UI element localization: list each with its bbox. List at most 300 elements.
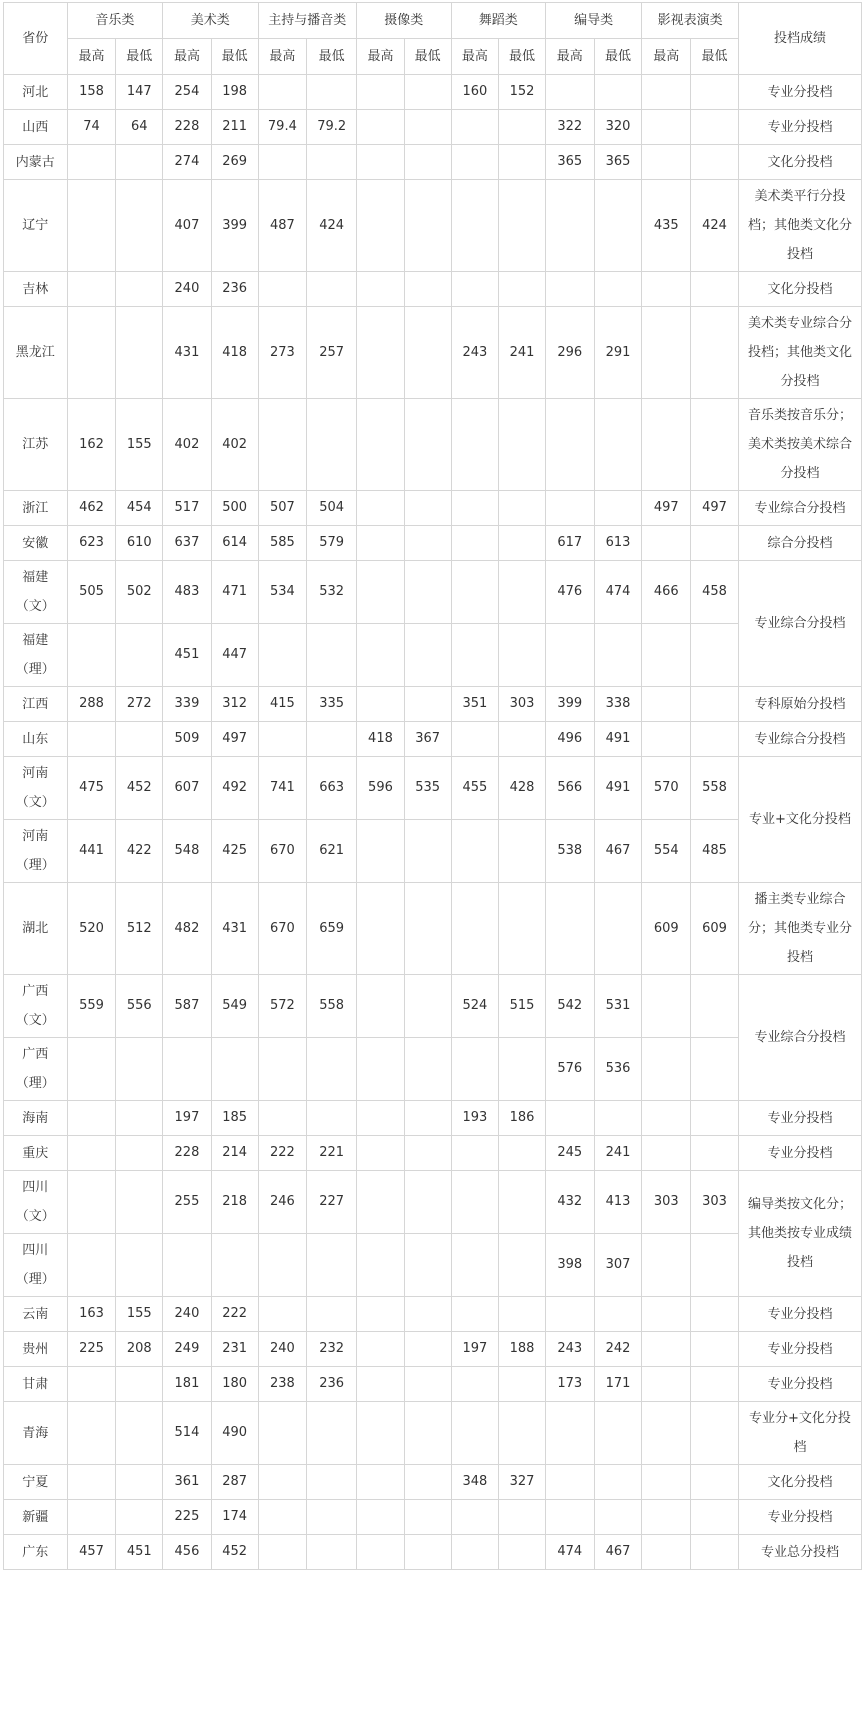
score-cell: 424 xyxy=(691,180,739,272)
score-cell xyxy=(258,1500,307,1535)
score-cell: 534 xyxy=(258,561,307,624)
score-cell xyxy=(642,1332,691,1367)
score-cell xyxy=(258,1101,307,1136)
score-cell xyxy=(357,307,405,399)
score-cell xyxy=(545,1101,594,1136)
score-cell: 532 xyxy=(307,561,357,624)
score-cell: 185 xyxy=(211,1101,258,1136)
province-cell: 河南（文） xyxy=(4,757,68,820)
province-cell: 新疆 xyxy=(4,1500,68,1535)
score-cell xyxy=(691,1367,739,1402)
score-cell xyxy=(307,1465,357,1500)
header-low: 最低 xyxy=(404,39,451,75)
score-cell: 155 xyxy=(116,399,163,491)
score-cell xyxy=(499,624,546,687)
score-cell xyxy=(545,399,594,491)
score-cell xyxy=(357,1297,405,1332)
score-cell xyxy=(499,1171,546,1234)
score-cell: 497 xyxy=(691,491,739,526)
score-cell xyxy=(357,145,405,180)
score-cell xyxy=(67,1500,116,1535)
score-cell: 245 xyxy=(545,1136,594,1171)
score-cell: 609 xyxy=(642,883,691,975)
admission-basis-cell: 专业分投档 xyxy=(738,1101,861,1136)
score-cell xyxy=(404,1402,451,1465)
score-cell: 428 xyxy=(499,757,546,820)
score-cell: 254 xyxy=(163,75,212,110)
score-cell xyxy=(404,1101,451,1136)
score-cell xyxy=(307,1500,357,1535)
score-cell xyxy=(307,624,357,687)
score-cell xyxy=(404,820,451,883)
table-row xyxy=(4,526,862,561)
score-cell: 208 xyxy=(116,1332,163,1367)
admission-basis-cell: 音乐类按音乐分；美术类按美术综合分投档 xyxy=(738,399,861,491)
score-cell: 225 xyxy=(163,1500,212,1535)
score-cell: 322 xyxy=(545,110,594,145)
score-cell: 435 xyxy=(642,180,691,272)
score-cell: 579 xyxy=(307,526,357,561)
score-cell xyxy=(691,975,739,1038)
score-cell: 514 xyxy=(163,1402,212,1465)
header-photography: 摄像类 xyxy=(357,3,451,39)
score-cell: 188 xyxy=(499,1332,546,1367)
score-cell xyxy=(116,307,163,399)
score-cell: 496 xyxy=(545,722,594,757)
score-cell: 180 xyxy=(211,1367,258,1402)
score-cell xyxy=(404,110,451,145)
score-cell xyxy=(451,1402,499,1465)
score-cell: 509 xyxy=(163,722,212,757)
score-cell: 327 xyxy=(499,1465,546,1500)
score-cell xyxy=(116,180,163,272)
score-cell: 483 xyxy=(163,561,212,624)
province-cell: 四川（文） xyxy=(4,1171,68,1234)
score-cell: 407 xyxy=(163,180,212,272)
score-cell: 512 xyxy=(116,883,163,975)
province-cell: 安徽 xyxy=(4,526,68,561)
score-cell: 214 xyxy=(211,1136,258,1171)
score-cell xyxy=(67,722,116,757)
score-cell xyxy=(258,722,307,757)
score-cell xyxy=(594,75,642,110)
score-cell: 457 xyxy=(67,1535,116,1570)
score-cell: 425 xyxy=(211,820,258,883)
score-cell xyxy=(258,1402,307,1465)
table-row xyxy=(4,1535,862,1570)
score-cell: 596 xyxy=(357,757,405,820)
score-cell xyxy=(691,624,739,687)
score-cell: 171 xyxy=(594,1367,642,1402)
admission-basis-cell: 专业分投档 xyxy=(738,1136,861,1171)
score-cell xyxy=(116,1402,163,1465)
score-cell: 613 xyxy=(594,526,642,561)
score-cell xyxy=(404,180,451,272)
score-cell xyxy=(451,1038,499,1101)
table-row xyxy=(4,722,862,757)
score-cell: 221 xyxy=(307,1136,357,1171)
score-cell: 531 xyxy=(594,975,642,1038)
score-cell: 431 xyxy=(163,307,212,399)
score-cell xyxy=(67,1101,116,1136)
score-cell xyxy=(116,1465,163,1500)
score-cell: 147 xyxy=(116,75,163,110)
score-cell xyxy=(499,491,546,526)
score-cell xyxy=(404,526,451,561)
header-directing: 编导类 xyxy=(545,3,642,39)
score-cell xyxy=(691,1332,739,1367)
score-cell xyxy=(258,1297,307,1332)
score-cell: 307 xyxy=(594,1234,642,1297)
score-cell xyxy=(357,975,405,1038)
score-cell xyxy=(67,1234,116,1297)
score-cell xyxy=(642,1038,691,1101)
score-cell xyxy=(545,75,594,110)
admission-basis-cell: 美术类专业综合分投档；其他类文化分投档 xyxy=(738,307,861,399)
score-cell xyxy=(642,1535,691,1570)
score-cell: 241 xyxy=(499,307,546,399)
score-cell xyxy=(451,526,499,561)
header-broadcasting: 主持与播音类 xyxy=(258,3,357,39)
score-cell xyxy=(404,307,451,399)
province-cell: 山东 xyxy=(4,722,68,757)
score-cell xyxy=(116,145,163,180)
score-cell: 198 xyxy=(211,75,258,110)
score-cell: 502 xyxy=(116,561,163,624)
header-highlow-row xyxy=(4,39,862,75)
score-cell xyxy=(499,1297,546,1332)
score-cell xyxy=(451,820,499,883)
score-cell xyxy=(258,1234,307,1297)
score-cell xyxy=(691,1500,739,1535)
score-cell xyxy=(67,145,116,180)
score-cell xyxy=(691,1101,739,1136)
score-cell xyxy=(258,1038,307,1101)
table-row xyxy=(4,1297,862,1332)
score-cell xyxy=(67,307,116,399)
table-row xyxy=(4,1500,862,1535)
score-cell: 585 xyxy=(258,526,307,561)
score-cell xyxy=(404,1038,451,1101)
table-row xyxy=(4,757,862,820)
score-cell: 538 xyxy=(545,820,594,883)
score-cell: 441 xyxy=(67,820,116,883)
score-cell xyxy=(594,1500,642,1535)
score-cell xyxy=(499,1234,546,1297)
score-cell xyxy=(451,110,499,145)
province-cell: 福建（文） xyxy=(4,561,68,624)
score-cell xyxy=(691,399,739,491)
score-cell xyxy=(691,272,739,307)
table-row xyxy=(4,1171,862,1234)
score-cell xyxy=(357,687,405,722)
score-cell xyxy=(211,1234,258,1297)
score-cell xyxy=(357,1171,405,1234)
score-cell: 491 xyxy=(594,722,642,757)
score-cell: 467 xyxy=(594,820,642,883)
score-cell: 335 xyxy=(307,687,357,722)
score-cell: 741 xyxy=(258,757,307,820)
score-cell xyxy=(404,1332,451,1367)
score-cell xyxy=(357,820,405,883)
score-cell: 559 xyxy=(67,975,116,1038)
score-cell xyxy=(116,1171,163,1234)
score-cell xyxy=(357,1332,405,1367)
score-cell: 303 xyxy=(691,1171,739,1234)
score-cell xyxy=(594,1402,642,1465)
admission-basis-cell: 专业综合分投档 xyxy=(738,491,861,526)
score-cell xyxy=(642,687,691,722)
admission-basis-cell: 专业分+文化分投档 xyxy=(738,1402,861,1465)
score-cell xyxy=(691,1535,739,1570)
score-cell xyxy=(691,307,739,399)
score-cell: 500 xyxy=(211,491,258,526)
score-cell: 556 xyxy=(116,975,163,1038)
score-cell xyxy=(357,1136,405,1171)
score-cell: 296 xyxy=(545,307,594,399)
score-cell xyxy=(116,722,163,757)
admission-basis-cell: 文化分投档 xyxy=(738,145,861,180)
score-cell: 365 xyxy=(545,145,594,180)
score-cell: 155 xyxy=(116,1297,163,1332)
table-row xyxy=(4,883,862,975)
province-cell: 贵州 xyxy=(4,1332,68,1367)
score-cell: 232 xyxy=(307,1332,357,1367)
score-cell: 402 xyxy=(211,399,258,491)
table-row xyxy=(4,1465,862,1500)
header-low: 最低 xyxy=(594,39,642,75)
score-cell xyxy=(116,272,163,307)
score-cell: 339 xyxy=(163,687,212,722)
score-cell: 454 xyxy=(116,491,163,526)
score-cell: 273 xyxy=(258,307,307,399)
score-cell xyxy=(451,491,499,526)
province-cell: 广东 xyxy=(4,1535,68,1570)
score-cell xyxy=(67,272,116,307)
score-cell: 228 xyxy=(163,110,212,145)
table-row xyxy=(4,975,862,1038)
score-cell: 312 xyxy=(211,687,258,722)
score-cell xyxy=(451,624,499,687)
score-cell: 160 xyxy=(451,75,499,110)
province-cell: 吉林 xyxy=(4,272,68,307)
admission-score-table xyxy=(3,2,862,1570)
score-cell xyxy=(258,145,307,180)
score-cell: 621 xyxy=(307,820,357,883)
header-high: 最高 xyxy=(545,39,594,75)
score-cell: 228 xyxy=(163,1136,212,1171)
province-cell: 福建（理） xyxy=(4,624,68,687)
score-cell: 670 xyxy=(258,883,307,975)
score-cell xyxy=(307,1038,357,1101)
score-cell: 291 xyxy=(594,307,642,399)
score-cell xyxy=(642,110,691,145)
score-cell: 497 xyxy=(211,722,258,757)
score-cell xyxy=(451,722,499,757)
score-cell xyxy=(642,1465,691,1500)
score-cell xyxy=(451,1297,499,1332)
score-cell: 173 xyxy=(545,1367,594,1402)
table-row xyxy=(4,1038,862,1101)
score-cell xyxy=(642,1367,691,1402)
score-cell xyxy=(499,561,546,624)
score-cell xyxy=(545,1297,594,1332)
score-cell xyxy=(357,1500,405,1535)
table-row xyxy=(4,399,862,491)
score-cell xyxy=(163,1234,212,1297)
score-cell xyxy=(451,1535,499,1570)
score-cell xyxy=(691,110,739,145)
score-cell xyxy=(545,180,594,272)
score-cell: 197 xyxy=(163,1101,212,1136)
header-low: 最低 xyxy=(307,39,357,75)
score-cell: 272 xyxy=(116,687,163,722)
admission-basis-cell: 专业综合分投档 xyxy=(738,975,861,1101)
score-cell: 490 xyxy=(211,1402,258,1465)
score-cell xyxy=(642,145,691,180)
score-cell xyxy=(404,1465,451,1500)
header-dance: 舞蹈类 xyxy=(451,3,545,39)
province-cell: 江西 xyxy=(4,687,68,722)
score-cell xyxy=(116,1136,163,1171)
score-cell: 231 xyxy=(211,1332,258,1367)
score-cell xyxy=(404,975,451,1038)
score-cell xyxy=(357,75,405,110)
score-cell: 218 xyxy=(211,1171,258,1234)
score-cell: 241 xyxy=(594,1136,642,1171)
score-cell: 424 xyxy=(307,180,357,272)
score-cell xyxy=(642,526,691,561)
score-cell xyxy=(691,75,739,110)
score-cell xyxy=(499,180,546,272)
score-cell: 197 xyxy=(451,1332,499,1367)
header-low: 最低 xyxy=(116,39,163,75)
score-cell xyxy=(499,1038,546,1101)
score-cell: 476 xyxy=(545,561,594,624)
score-cell xyxy=(67,1465,116,1500)
score-cell: 507 xyxy=(258,491,307,526)
score-cell: 663 xyxy=(307,757,357,820)
score-cell xyxy=(67,1136,116,1171)
score-cell xyxy=(357,272,405,307)
score-cell xyxy=(404,1171,451,1234)
score-cell xyxy=(691,1297,739,1332)
score-cell: 255 xyxy=(163,1171,212,1234)
score-cell xyxy=(451,1500,499,1535)
table-row xyxy=(4,1101,862,1136)
score-cell xyxy=(499,1367,546,1402)
score-cell xyxy=(499,399,546,491)
score-cell: 554 xyxy=(642,820,691,883)
score-cell: 243 xyxy=(451,307,499,399)
score-cell xyxy=(451,272,499,307)
score-cell xyxy=(404,272,451,307)
score-cell: 576 xyxy=(545,1038,594,1101)
admission-basis-cell: 文化分投档 xyxy=(738,272,861,307)
score-cell: 670 xyxy=(258,820,307,883)
score-cell: 288 xyxy=(67,687,116,722)
score-cell: 64 xyxy=(116,110,163,145)
admission-basis-cell: 专业分投档 xyxy=(738,1367,861,1402)
province-cell: 河南（理） xyxy=(4,820,68,883)
score-cell xyxy=(499,1402,546,1465)
score-cell xyxy=(258,399,307,491)
score-cell: 617 xyxy=(545,526,594,561)
score-cell: 243 xyxy=(545,1332,594,1367)
header-high: 最高 xyxy=(163,39,212,75)
score-cell xyxy=(404,1500,451,1535)
score-cell: 257 xyxy=(307,307,357,399)
score-cell xyxy=(691,1234,739,1297)
score-cell xyxy=(594,491,642,526)
score-cell: 79.4 xyxy=(258,110,307,145)
score-cell: 456 xyxy=(163,1535,212,1570)
score-cell xyxy=(691,1402,739,1465)
score-cell: 413 xyxy=(594,1171,642,1234)
admission-basis-cell: 专业综合分投档 xyxy=(738,722,861,757)
score-cell xyxy=(258,75,307,110)
score-cell xyxy=(642,399,691,491)
admission-basis-cell: 综合分投档 xyxy=(738,526,861,561)
score-cell xyxy=(499,272,546,307)
province-cell: 湖北 xyxy=(4,883,68,975)
score-cell: 515 xyxy=(499,975,546,1038)
score-cell: 193 xyxy=(451,1101,499,1136)
header-music: 音乐类 xyxy=(67,3,162,39)
score-cell: 572 xyxy=(258,975,307,1038)
score-cell xyxy=(545,1500,594,1535)
score-cell: 471 xyxy=(211,561,258,624)
score-cell xyxy=(357,624,405,687)
header-high: 最高 xyxy=(357,39,405,75)
admission-basis-cell: 专业分投档 xyxy=(738,75,861,110)
score-cell xyxy=(67,1171,116,1234)
score-cell: 338 xyxy=(594,687,642,722)
score-cell xyxy=(691,145,739,180)
score-cell: 474 xyxy=(594,561,642,624)
table-row xyxy=(4,820,862,883)
admission-basis-cell: 美术类平行分投档；其他类文化分投档 xyxy=(738,180,861,272)
header-admission-basis: 投档成绩 xyxy=(738,3,861,75)
table-row xyxy=(4,1136,862,1171)
score-cell: 610 xyxy=(116,526,163,561)
score-cell: 637 xyxy=(163,526,212,561)
score-cell: 236 xyxy=(307,1367,357,1402)
score-cell: 398 xyxy=(545,1234,594,1297)
score-cell: 174 xyxy=(211,1500,258,1535)
score-cell: 451 xyxy=(116,1535,163,1570)
score-cell: 181 xyxy=(163,1367,212,1402)
score-cell xyxy=(451,561,499,624)
province-cell: 四川（理） xyxy=(4,1234,68,1297)
score-cell xyxy=(404,687,451,722)
score-cell xyxy=(594,272,642,307)
province-cell: 重庆 xyxy=(4,1136,68,1171)
score-cell xyxy=(642,1297,691,1332)
admission-basis-cell: 专业综合分投档 xyxy=(738,561,861,687)
header-province: 省份 xyxy=(4,3,68,75)
score-cell xyxy=(258,272,307,307)
score-cell xyxy=(642,272,691,307)
score-cell xyxy=(67,1038,116,1101)
table-row xyxy=(4,491,862,526)
table-body xyxy=(4,75,862,1570)
score-cell: 520 xyxy=(67,883,116,975)
score-cell xyxy=(307,1535,357,1570)
score-cell: 227 xyxy=(307,1171,357,1234)
score-cell: 399 xyxy=(211,180,258,272)
score-cell: 158 xyxy=(67,75,116,110)
